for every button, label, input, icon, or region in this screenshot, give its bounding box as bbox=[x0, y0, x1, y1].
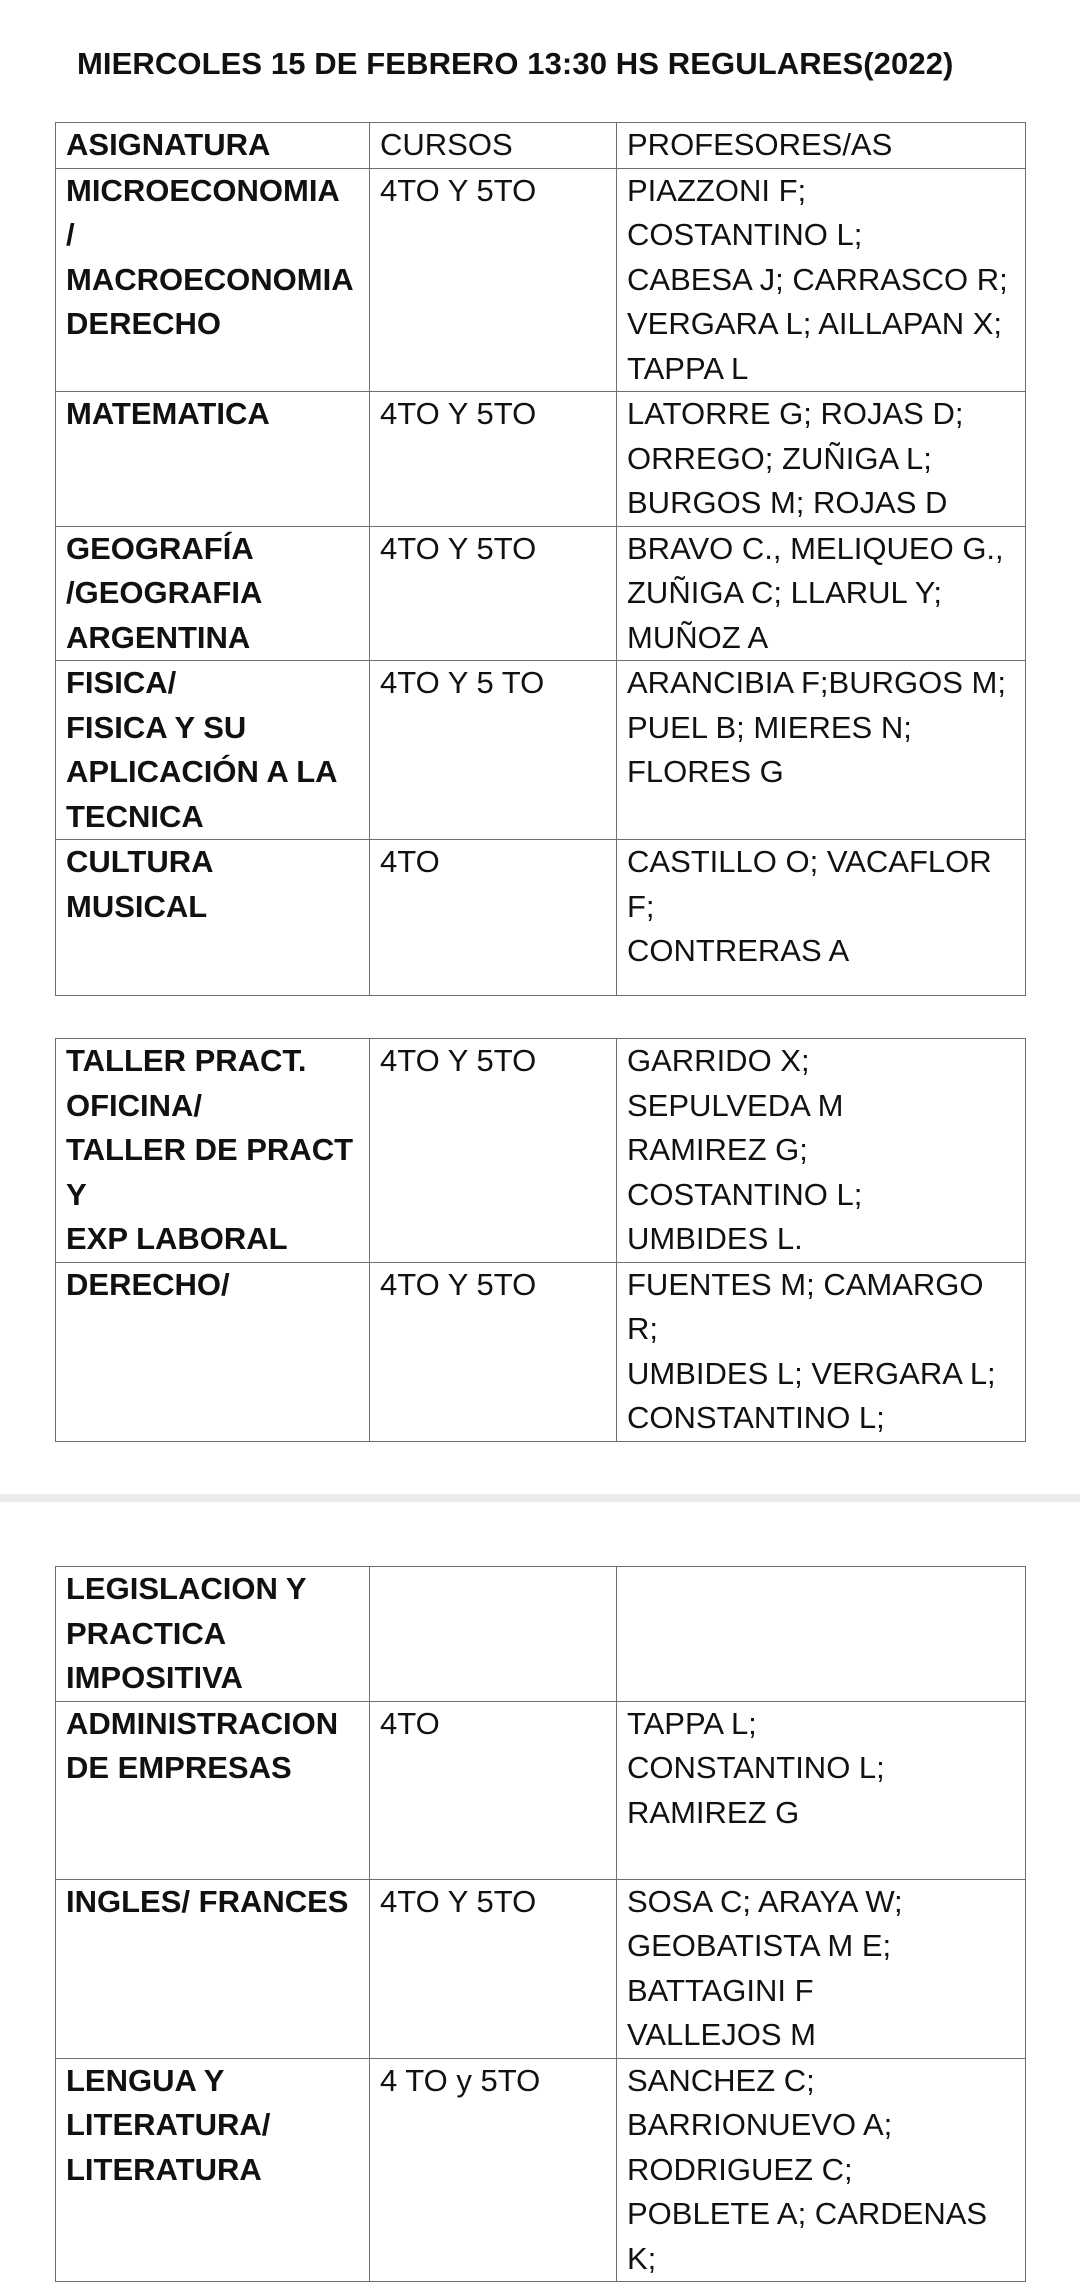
courses-cell: 4TO Y 5TO bbox=[370, 1262, 617, 1441]
table-row bbox=[56, 2058, 1026, 2282]
teachers-cell: GARRIDO X; SEPULVEDA M RAMIREZ G; COSTANTINO L; UMBIDES L. bbox=[617, 1039, 1026, 1263]
header-asignatura: ASIGNATURA bbox=[56, 123, 370, 169]
exam-table-3 bbox=[55, 1566, 1026, 2282]
subject-cell: DERECHO/ bbox=[56, 1262, 370, 1441]
header-profesores: PROFESORES/AS bbox=[617, 123, 1026, 169]
courses-cell: 4TO Y 5TO bbox=[370, 1039, 617, 1263]
courses-cell: 4TO Y 5 TO bbox=[370, 661, 617, 840]
exam-table-2 bbox=[55, 1038, 1026, 1442]
subject-cell: GEOGRAFÍA /GEOGRAFIA ARGENTINA bbox=[56, 526, 370, 661]
courses-cell: 4TO bbox=[370, 840, 617, 996]
table-row bbox=[56, 1262, 1026, 1441]
subject-cell: FISICA/ FISICA Y SU APLICACIÓN A LA TECNICA bbox=[56, 661, 370, 840]
table-row bbox=[56, 526, 1026, 661]
teachers-cell: CASTILLO O; VACAFLOR F; CONTRERAS A bbox=[617, 840, 1026, 996]
subject-cell: INGLES/ FRANCES bbox=[56, 1879, 370, 2058]
subject-cell: MATEMATICA bbox=[56, 392, 370, 527]
courses-cell: 4TO Y 5TO bbox=[370, 168, 617, 392]
teachers-cell: SANCHEZ C; BARRIONUEVO A; RODRIGUEZ C; POBLETE A; CARDENAS K; bbox=[617, 2058, 1026, 2282]
courses-cell: 4 TO y 5TO bbox=[370, 2058, 617, 2282]
table-row bbox=[56, 1039, 1026, 1263]
subject-cell: ADMINISTRACION DE EMPRESAS bbox=[56, 1701, 370, 1879]
exam-table-1 bbox=[55, 122, 1026, 996]
header-cursos: CURSOS bbox=[370, 123, 617, 169]
courses-cell: 4TO Y 5TO bbox=[370, 526, 617, 661]
teachers-cell: PIAZZONI F; COSTANTINO L; CABESA J; CARRASCO R; VERGARA L; AILLAPAN X; TAPPA L bbox=[617, 168, 1026, 392]
table-row bbox=[56, 840, 1026, 996]
teachers-cell: SOSA C; ARAYA W; GEOBATISTA M E; BATTAGINI F VALLEJOS M bbox=[617, 1879, 1026, 2058]
document-title: MIERCOLES 15 DE FEBRERO 13:30 HS REGULARES(2022) bbox=[77, 46, 954, 81]
subject-cell: LENGUA Y LITERATURA/ LITERATURA bbox=[56, 2058, 370, 2282]
subject-cell: CULTURA MUSICAL bbox=[56, 840, 370, 996]
subject-cell: TALLER PRACT. OFICINA/ TALLER DE PRACT Y EXP LABORAL bbox=[56, 1039, 370, 1263]
subject-cell: LEGISLACION Y PRACTICA IMPOSITIVA bbox=[56, 1567, 370, 1702]
teachers-cell bbox=[617, 1567, 1026, 1702]
table-row bbox=[56, 1879, 1026, 2058]
teachers-cell: FUENTES M; CAMARGO R; UMBIDES L; VERGARA L; CONSTANTINO L; bbox=[617, 1262, 1026, 1441]
table-row bbox=[56, 392, 1026, 527]
courses-cell bbox=[370, 1567, 617, 1702]
teachers-cell: TAPPA L; CONSTANTINO L; RAMIREZ G bbox=[617, 1701, 1026, 1879]
courses-cell: 4TO bbox=[370, 1701, 617, 1879]
table-row bbox=[56, 661, 1026, 840]
teachers-cell: BRAVO C., MELIQUEO G., ZUÑIGA C; LLARUL Y; MUÑOZ A bbox=[617, 526, 1026, 661]
page-divider bbox=[0, 1494, 1080, 1502]
courses-cell: 4TO Y 5TO bbox=[370, 392, 617, 527]
table-header-row bbox=[56, 123, 1026, 169]
teachers-cell: LATORRE G; ROJAS D; ORREGO; ZUÑIGA L; BURGOS M; ROJAS D bbox=[617, 392, 1026, 527]
courses-cell: 4TO Y 5TO bbox=[370, 1879, 617, 2058]
table-row bbox=[56, 1567, 1026, 1702]
subject-cell: MICROECONOMIA / MACROECONOMIA DERECHO bbox=[56, 168, 370, 392]
teachers-cell: ARANCIBIA F;BURGOS M; PUEL B; MIERES N; FLORES G bbox=[617, 661, 1026, 840]
table-row bbox=[56, 1701, 1026, 1879]
table-row bbox=[56, 168, 1026, 392]
